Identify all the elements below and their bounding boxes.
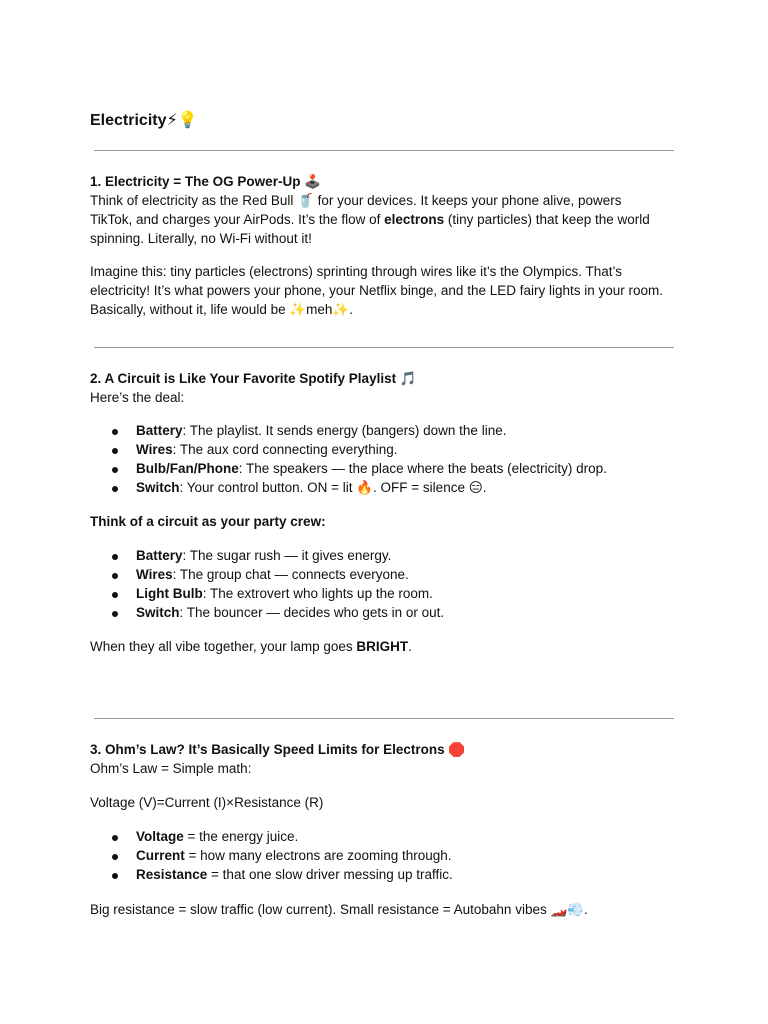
text-line: (tiny particles) that keep the world (444, 212, 650, 227)
section-3-intro: Ohm’s Law = Simple math: (90, 761, 252, 776)
list-term: Current (136, 848, 185, 863)
text-line: When they all vibe together, your lamp goes (90, 639, 357, 654)
list-term: Battery (136, 423, 183, 438)
text-line: TikTok, and charges your AirPods. It’s the flow of (90, 212, 385, 227)
section-divider (94, 347, 674, 348)
text-line: electricity! It’s what powers your phone, your Netflix binge, and the LED fairy lights in your room. (90, 283, 664, 298)
ohms-law-formula-block (90, 793, 690, 812)
list-desc: : The aux cord connecting everything. (172, 442, 398, 457)
list-desc: : Your control button. ON = lit 🔥. OFF = silence 😑. (179, 480, 487, 495)
section-divider (94, 150, 674, 151)
text-line: Think of electricity as the Red Bull 🥤 for your devices. It keeps your phone alive, powers (90, 193, 622, 208)
section-2-heading: 2. A Circuit is Like Your Favorite Spotify Playlist 🎵 (90, 371, 417, 386)
list-item (90, 865, 690, 884)
text-line: spinning. Literally, no Wi-Fi without it! (90, 231, 312, 246)
bullet-icon (112, 448, 118, 454)
list-term: Bulb/Fan/Phone (136, 461, 239, 476)
list-item (90, 584, 690, 603)
section-2 (90, 369, 690, 407)
section-1-heading: 1. Electricity = The OG Power-Up 🕹️ (90, 174, 321, 189)
list-desc: : The group chat — connects everyone. (172, 567, 409, 582)
list-item (90, 478, 690, 497)
document-title: Electricity⚡💡 (90, 112, 198, 129)
list-desc: : The sugar rush — it gives energy. (182, 548, 392, 563)
bullet-icon (112, 554, 118, 560)
list-desc: = that one slow driver messing up traffic. (207, 867, 453, 882)
ohms-law-formula: Voltage (V)=Current (I)×Resistance (R) (90, 795, 324, 810)
list-desc: : The playlist. It sends energy (bangers) down the line. (182, 423, 507, 438)
list-item (90, 421, 690, 440)
list-desc: = the energy juice. (183, 829, 299, 844)
list-term: Switch (136, 480, 180, 495)
section-2-intro: Here’s the deal: (90, 390, 185, 405)
list-desc: : The extrovert who lights up the room. (202, 586, 433, 601)
list-desc: = how many electrons are zooming through. (184, 848, 452, 863)
list-term: Switch (136, 605, 180, 620)
bullet-icon (112, 573, 118, 579)
list-item (90, 546, 690, 565)
section-divider (94, 718, 674, 719)
section-1 (90, 172, 690, 248)
text-line: Basically, without it, life would be ✨meh✨. (90, 302, 353, 317)
bold-term: electrons (384, 212, 445, 227)
section-3-closing-block (90, 900, 690, 919)
bullet-icon (112, 467, 118, 473)
circuit-playlist-list (90, 421, 690, 497)
text-line: . (408, 639, 412, 654)
list-item (90, 603, 690, 622)
list-item (90, 565, 690, 584)
bullet-icon (112, 611, 118, 617)
section-2-closing (90, 637, 690, 656)
section-3-closing: Big resistance = slow traffic (low current). Small resistance = Autobahn vibes 🏎️💨. (90, 902, 588, 917)
list-item (90, 846, 690, 865)
ohms-law-list (90, 827, 690, 884)
bullet-icon (112, 592, 118, 598)
list-term: Wires (136, 442, 173, 457)
section-1-paragraph-2 (90, 262, 690, 319)
list-term: Wires (136, 567, 173, 582)
bullet-icon (112, 873, 118, 879)
bullet-icon (112, 835, 118, 841)
bullet-icon (112, 854, 118, 860)
section-3-heading: 3. Ohm’s Law? It’s Basically Speed Limits for Electrons 🛑 (90, 742, 466, 757)
list-item (90, 440, 690, 459)
bullet-icon (112, 429, 118, 435)
list-term: Light Bulb (136, 586, 203, 601)
list-item (90, 459, 690, 478)
list-term: Resistance (136, 867, 208, 882)
section-1-paragraph-1 (90, 191, 690, 248)
crew-heading-block (90, 512, 690, 531)
list-desc: : The speakers — the place where the beats (electricity) drop. (238, 461, 607, 476)
bold-term: BRIGHT (356, 639, 409, 654)
party-crew-list (90, 546, 690, 622)
list-item (90, 827, 690, 846)
list-term: Battery (136, 548, 183, 563)
crew-heading: Think of a circuit as your party crew: (90, 514, 326, 529)
text-line: Imagine this: tiny particles (electrons) sprinting through wires like it’s the Olympics. That’s (90, 264, 622, 279)
list-desc: : The bouncer — decides who gets in or out. (179, 605, 445, 620)
section-3 (90, 740, 690, 778)
list-term: Voltage (136, 829, 184, 844)
bullet-icon (112, 486, 118, 492)
